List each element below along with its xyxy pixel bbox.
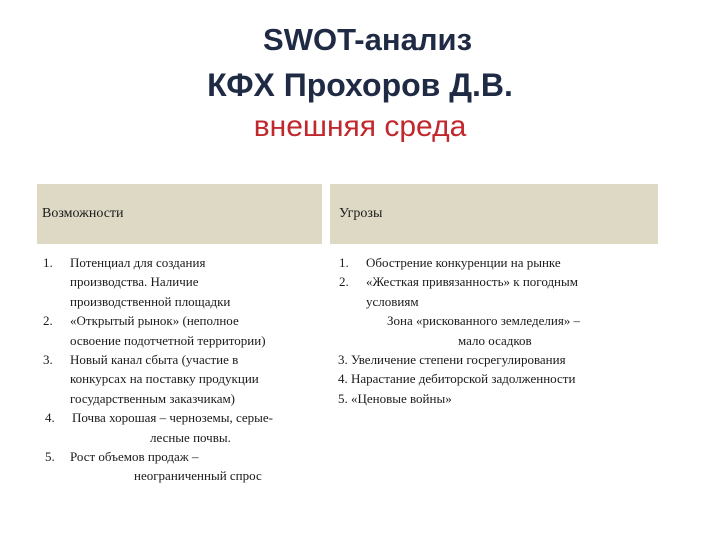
list-item <box>40 350 330 369</box>
list-number: 1. <box>339 255 349 270</box>
list-text: Новый канал сбыта (участие в <box>70 351 239 367</box>
list-item <box>336 389 658 408</box>
list-item <box>40 253 330 272</box>
list-number: 4. <box>45 410 55 426</box>
list-text: производственной площадки <box>70 293 231 309</box>
list-item <box>336 331 658 350</box>
list-item <box>40 331 330 350</box>
list-number: 2. <box>43 313 53 329</box>
list-item <box>336 350 658 369</box>
opportunities-header: Возможности <box>37 184 322 244</box>
list-text: Зона «рискованного земледелия» – <box>387 313 581 329</box>
list-text: Рост объемов продаж – <box>70 448 199 464</box>
threats-header: Угрозы <box>330 184 658 244</box>
list-text: лесные почвы. <box>150 429 231 445</box>
list-item <box>40 292 330 311</box>
list-text: мало осадков <box>458 332 532 348</box>
list-item <box>40 466 330 485</box>
opportunities-list <box>40 253 330 486</box>
list-text: 5. «Ценовые войны» <box>338 390 452 406</box>
list-item <box>40 408 330 427</box>
list-number: 2. <box>339 274 349 290</box>
list-item <box>336 272 658 291</box>
list-text: Обострение конкуренции на рынке <box>366 255 561 270</box>
list-item <box>40 428 330 447</box>
list-item <box>336 369 658 388</box>
slide-section-title: внешняя среда <box>253 110 467 143</box>
list-number: 1. <box>43 255 53 270</box>
list-text: государственным заказчикам) <box>70 390 236 406</box>
list-text: 3. Увеличение степени госрегулирования <box>338 351 566 367</box>
slide-title: SWOT-анализ <box>263 22 472 57</box>
list-text: «Жесткая привязанность» к погодным <box>366 274 578 290</box>
list-item <box>336 253 658 272</box>
list-item <box>40 369 330 388</box>
list-text: 4. Нарастание дебиторской задолженности <box>338 371 576 387</box>
list-item <box>40 272 330 291</box>
list-text: Почва хорошая – черноземы, серые- <box>72 410 274 426</box>
list-text: неограниченный спрос <box>134 468 262 484</box>
threats-list <box>336 253 658 408</box>
list-number: 3. <box>43 351 53 367</box>
list-text: освоение подотчетной территории) <box>70 332 266 348</box>
list-number: 5. <box>45 448 55 464</box>
list-item <box>40 447 330 466</box>
list-item <box>336 292 658 311</box>
list-item <box>336 311 658 330</box>
slide-subtitle: КФХ Прохоров Д.В. <box>207 67 513 103</box>
list-text: «Открытый рынок» (неполное <box>70 313 239 329</box>
list-text: Потенциал для создания <box>70 255 206 270</box>
list-text: условиям <box>366 293 419 309</box>
list-item <box>40 389 330 408</box>
list-text: производства. Наличие <box>70 274 199 290</box>
list-text: конкурсах на поставку продукции <box>70 371 259 387</box>
list-item <box>40 311 330 330</box>
